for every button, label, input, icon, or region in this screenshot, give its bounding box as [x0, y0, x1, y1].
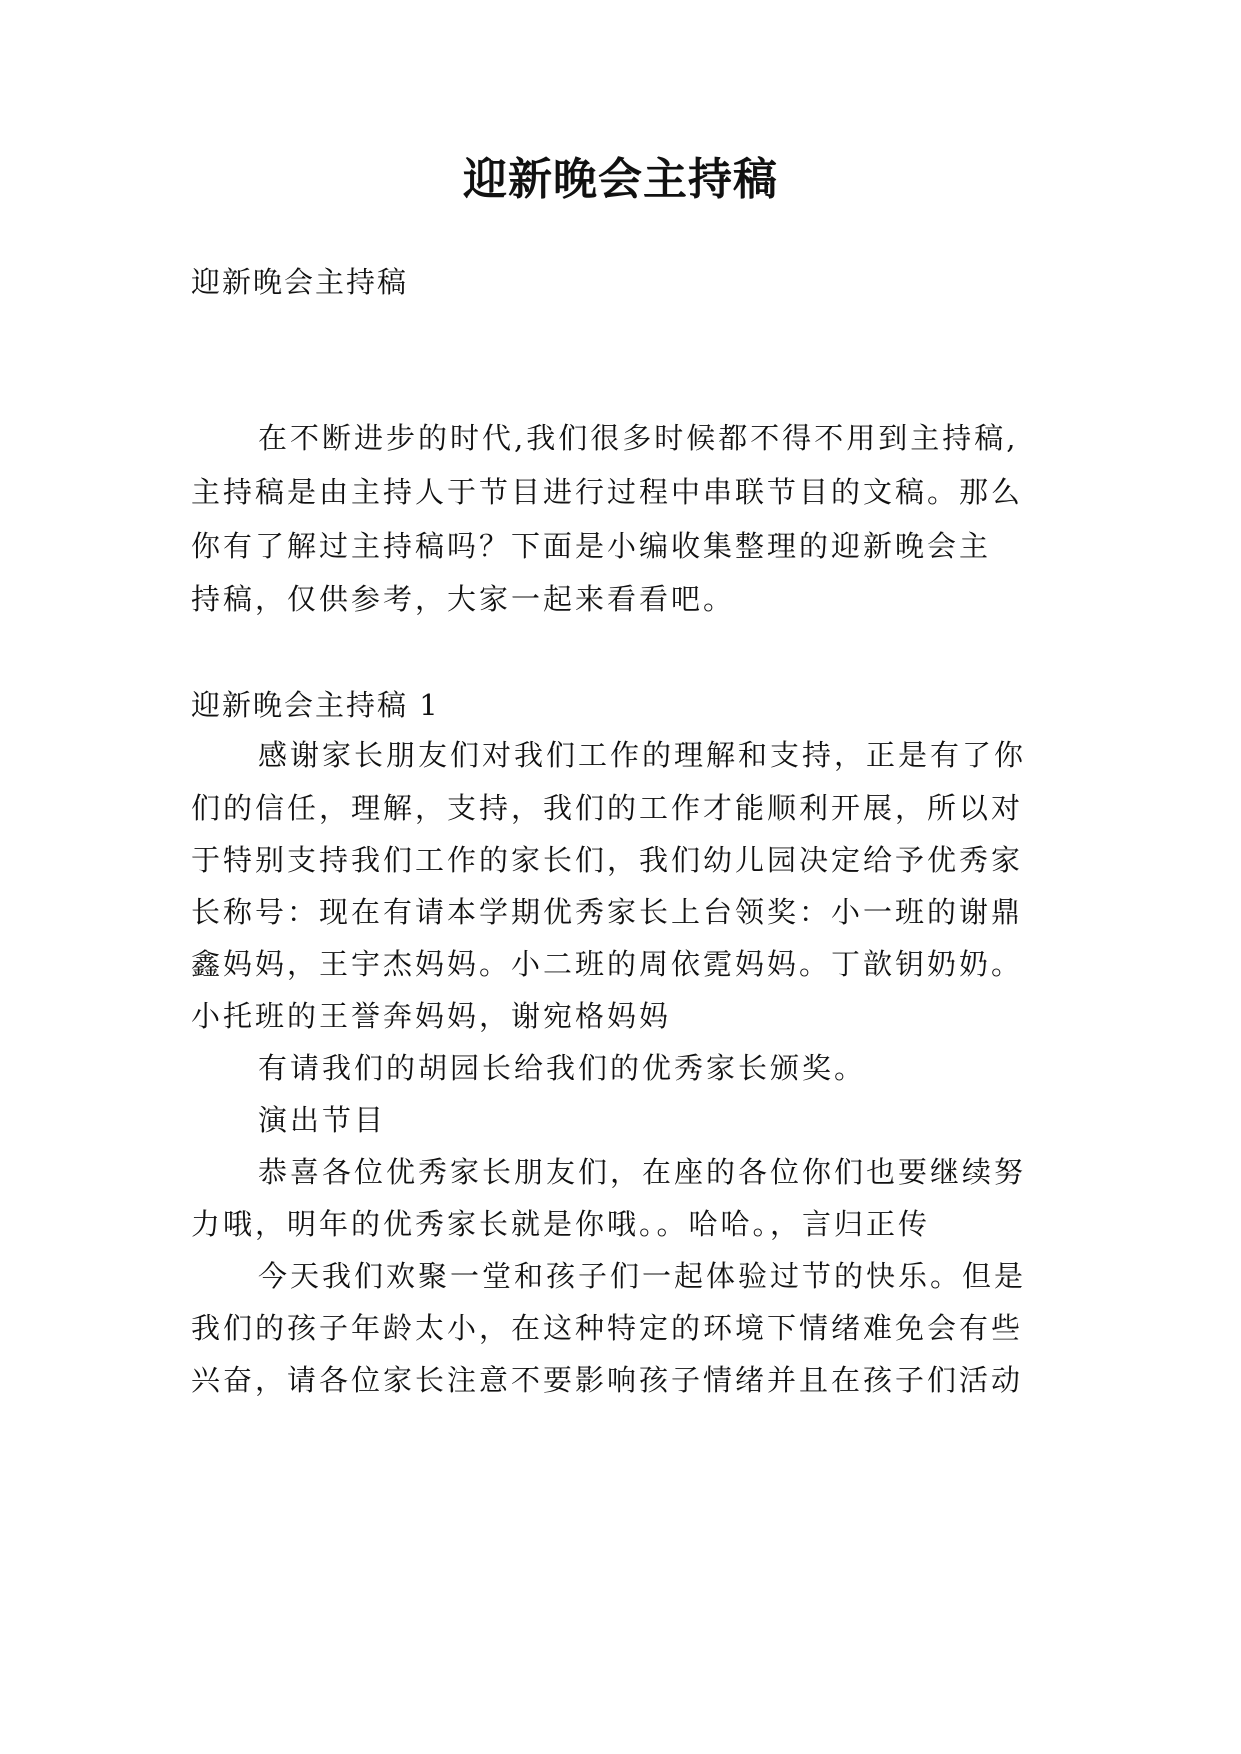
body-line: 演出节目: [258, 1103, 387, 1137]
document-title: 迎新晚会主持稿: [463, 154, 778, 205]
body-line: 恭喜各位优秀家长朋友们，在座的各位你们也要继续努: [258, 1155, 1027, 1189]
body-line: 们的信任，理解，支持，我们的工作才能顺利开展，所以对: [191, 791, 1024, 825]
body-line: 鑫妈妈，王宇杰妈妈。小二班的周依霓妈妈。丁歆钥奶奶。: [191, 947, 1024, 981]
body-line: 小托班的王誉奔妈妈，谢宛格妈妈: [191, 999, 672, 1033]
body-line: 我们的孩子年龄太小，在这种特定的环境下情绪难免会有些: [191, 1311, 1024, 1345]
intro-line: 主持稿是由主持人于节目进行过程中串联节目的文稿。那么: [191, 475, 1024, 509]
body-line: 长称号：现在有请本学期优秀家长上台领奖：小一班的谢鼎: [191, 895, 1024, 929]
section-heading: 迎新晚会主持稿 1: [191, 688, 440, 722]
body-line: 兴奋，请各位家长注意不要影响孩子情绪并且在孩子们活动: [191, 1363, 1024, 1397]
body-line: 于特别支持我们工作的家长们，我们幼儿园决定给予优秀家: [191, 843, 1024, 877]
body-line: 有请我们的胡园长给我们的优秀家长颁奖。: [258, 1051, 867, 1085]
body-line: 力哦，明年的优秀家长就是你哦。。哈哈。，言归正传: [191, 1207, 931, 1241]
intro-line: 持稿，仅供参考，大家一起来看看吧。: [191, 582, 736, 616]
intro-line: 在不断进步的时代,我们很多时候都不得不用到主持稿,: [258, 421, 1019, 455]
document-subtitle: 迎新晚会主持稿: [191, 265, 409, 299]
body-line: 今天我们欢聚一堂和孩子们一起体验过节的快乐。但是: [258, 1259, 1027, 1293]
body-line: 感谢家长朋友们对我们工作的理解和支持，正是有了你: [258, 738, 1027, 772]
intro-line: 你有了解过主持稿吗？下面是小编收集整理的迎新晚会主: [191, 529, 992, 563]
